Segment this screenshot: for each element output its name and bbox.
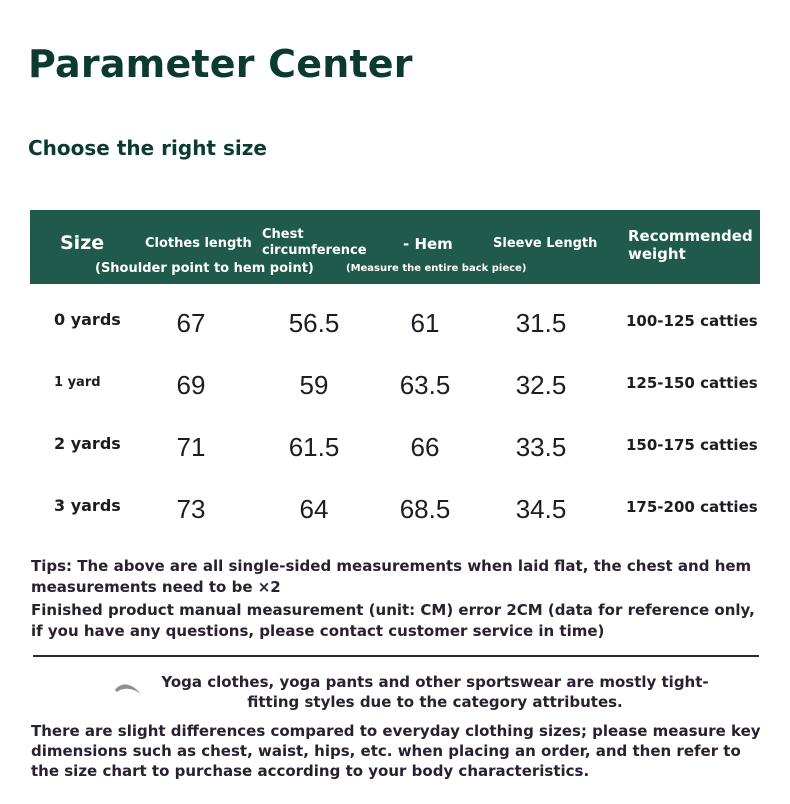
table-row	[30, 422, 760, 472]
cell-sleeve: 34.5	[515, 494, 567, 524]
cell-sleeve: 31.5	[515, 308, 567, 338]
size-table-header	[30, 210, 760, 284]
cell-clothes-length: 69	[176, 370, 206, 400]
header-chest-note: (Measure the entire back piece)	[346, 263, 527, 274]
header-clothes-length: Clothes length	[145, 236, 252, 251]
cell-hem: 63.5	[399, 370, 451, 400]
sizing-note: There are slight differences compared to everyday clothing sizes; please measure key dimensions such as chest, waist, hips, etc. when placing an order, and then refer to the size chart to purchase according to your body characteristics.	[31, 722, 761, 780]
header-chest	[262, 227, 367, 258]
header-chest-line1: Chest	[262, 227, 304, 242]
table-row	[30, 484, 760, 534]
measurement-note: Finished product manual measurement (unit: CM) error 2CM (data for reference only, if you have any questions, please contact customer service in time)	[31, 601, 755, 640]
cell-size: 3 yards	[54, 496, 121, 515]
cell-hem: 61	[410, 308, 440, 338]
header-sleeve-length: Sleeve Length	[493, 236, 598, 251]
header-weight-line1: Recommended	[628, 227, 753, 245]
tips-section	[31, 556, 761, 642]
cell-weight: 100-125 catties	[626, 312, 758, 330]
tips-text: Tips: The above are all single-sided measurements when laid flat, the chest and hem measurements need to be ×2	[31, 557, 752, 596]
cell-chest: 59	[299, 370, 329, 400]
cell-chest: 56.5	[288, 308, 340, 338]
cell-clothes-length: 67	[176, 308, 206, 338]
header-hem: - Hem	[403, 235, 453, 253]
cell-weight: 150-175 catties	[626, 436, 758, 454]
cell-weight: 175-200 catties	[626, 498, 758, 516]
cell-sleeve: 32.5	[515, 370, 567, 400]
cell-size: 1 yard	[54, 375, 101, 390]
yoga-note: Yoga clothes, yoga pants and other sportswear are mostly tight-fitting styles due to the category attributes.	[161, 673, 709, 711]
cell-chest: 64	[299, 494, 329, 524]
table-row	[30, 298, 760, 348]
cell-hem: 66	[410, 432, 440, 462]
cell-size: 0 yards	[54, 310, 121, 329]
swoosh-icon	[113, 680, 143, 698]
cell-chest: 61.5	[288, 432, 340, 462]
page-title: Parameter Center	[28, 42, 413, 86]
header-weight-line2: weight	[628, 245, 686, 263]
cell-weight: 125-150 catties	[626, 374, 758, 392]
cell-clothes-length: 71	[176, 432, 206, 462]
header-size: Size	[60, 232, 105, 254]
header-length-note: (Shoulder point to hem point)	[95, 261, 314, 276]
cell-size: 2 yards	[54, 434, 121, 453]
cell-sleeve: 33.5	[515, 432, 567, 462]
cell-clothes-length: 73	[176, 494, 206, 524]
cell-hem: 68.5	[399, 494, 451, 524]
page-subtitle: Choose the right size	[28, 136, 267, 160]
divider	[33, 655, 759, 657]
table-row	[30, 360, 760, 410]
header-recommended-weight	[628, 227, 753, 263]
header-chest-line2: circumference	[262, 242, 367, 258]
